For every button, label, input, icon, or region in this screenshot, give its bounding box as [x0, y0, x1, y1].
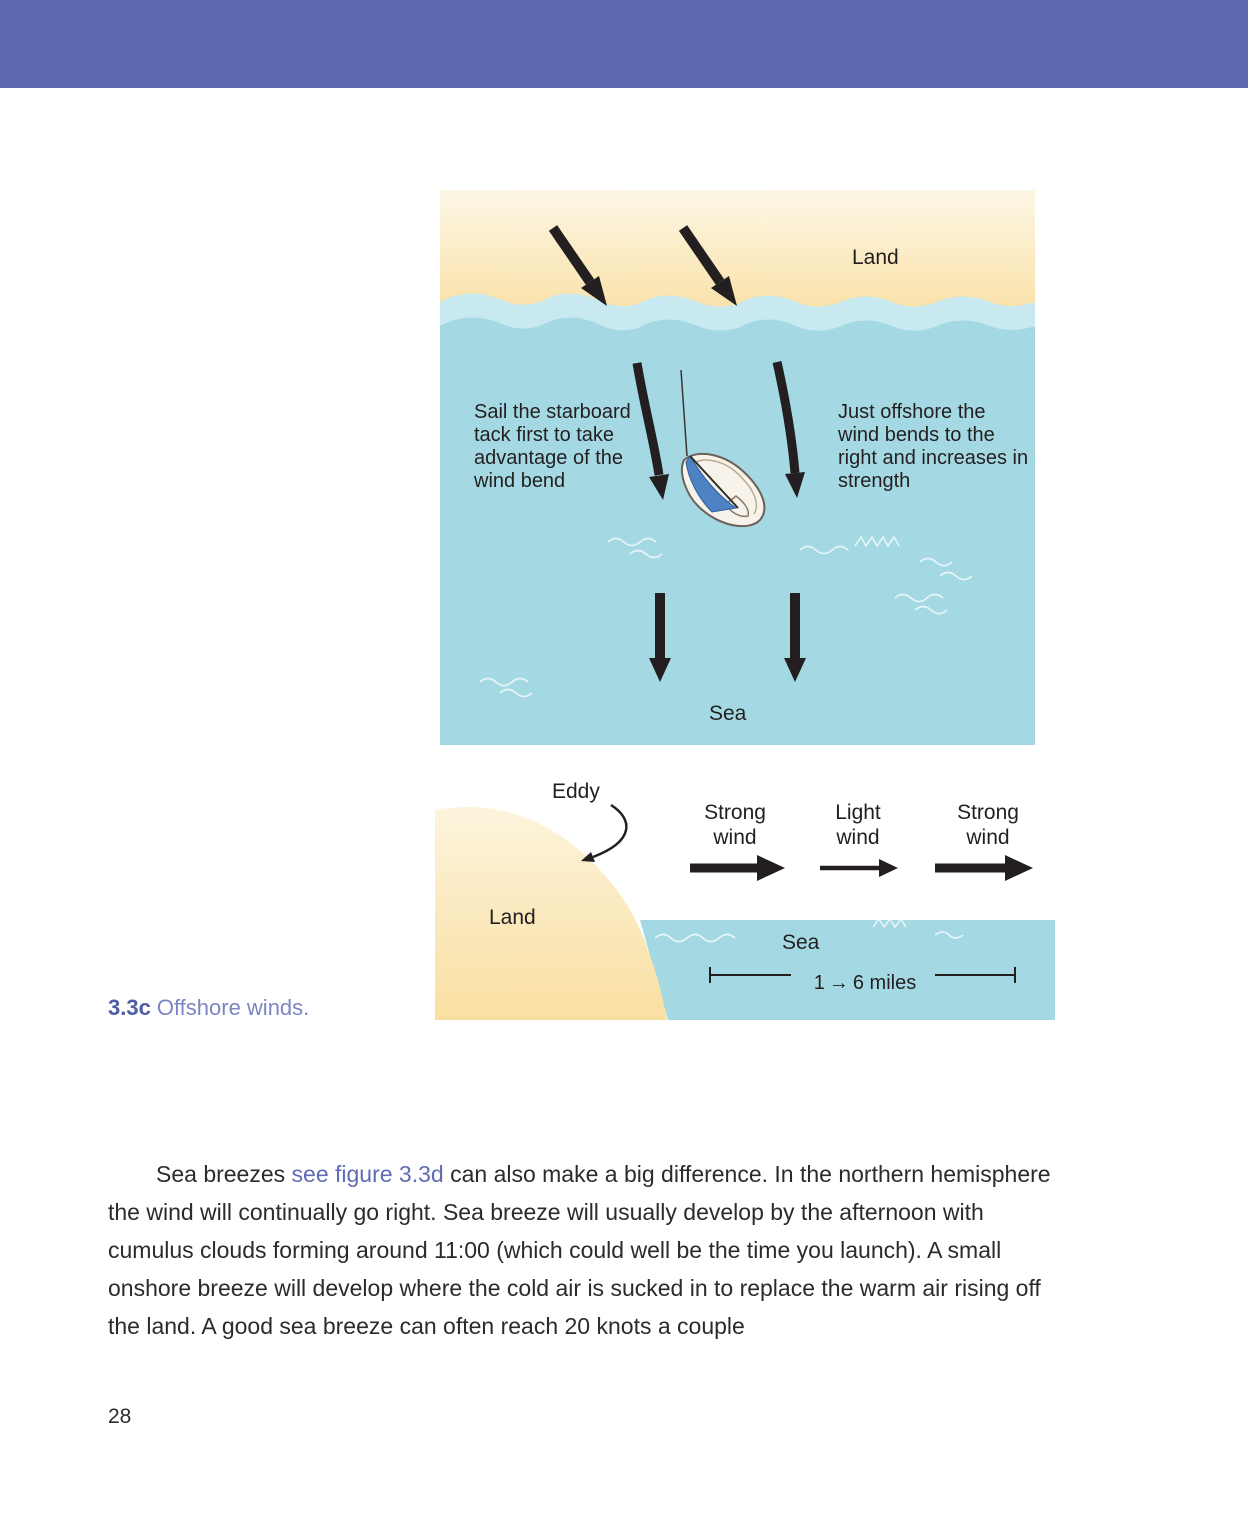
- strong-wind-arrow-2: [935, 855, 1033, 881]
- sea-label-top: Sea: [709, 702, 747, 725]
- land-area: [440, 190, 1035, 307]
- strong-wind-label-1: Strong wind: [704, 801, 766, 849]
- strong-wind-arrow-1: [690, 855, 785, 881]
- light-wind-arrow: [820, 859, 898, 877]
- caption-text: Offshore winds.: [156, 995, 310, 1020]
- starboard-tack-note: Sail the starboard tack first to take advantage of the wind bend: [474, 401, 631, 492]
- sea-label-bottom: Sea: [782, 931, 820, 954]
- figure-bottom-panel: [435, 775, 1055, 1020]
- eddy-label: Eddy: [552, 780, 600, 803]
- offshore-bend-note: Just offshore the wind bends to the right and increases in strength: [838, 401, 1029, 492]
- body-text-part-2: can also make a big difference. In the northern hemisphere the wind will continually go right. Sea breeze will usually develop by the afternoon with cumulus clouds forming around 11:00 (which could well be the time you launch). A small onshore breeze will develop where the cold air is sucked in to replace the warm air rising off the land. A good sea breeze can often reach 20 knots a couple: [108, 1161, 1051, 1339]
- caption-number: 3.3c: [108, 995, 151, 1020]
- light-wind-label: Light wind: [835, 801, 881, 849]
- scale-arrow-icon: →: [828, 972, 849, 994]
- figure-caption: [108, 995, 309, 1021]
- scale-label: [790, 972, 940, 995]
- eddy-arrow: [581, 805, 626, 862]
- land-label-top: Land: [852, 246, 899, 269]
- strong-wind-label-2: Strong wind: [957, 801, 1019, 849]
- figure-top-panel: [440, 190, 1035, 745]
- body-paragraph: [108, 1155, 1063, 1345]
- scale-from: 1: [813, 972, 825, 994]
- land-label-bottom: Land: [489, 906, 536, 929]
- scale-to: 6 miles: [852, 972, 917, 994]
- figure-cross-reference-link[interactable]: see figure 3.3d: [291, 1161, 444, 1187]
- page-number: 28: [108, 1405, 132, 1428]
- sea-area-side: [640, 920, 1055, 1020]
- body-text-part-1: Sea breezes: [156, 1161, 292, 1187]
- land-area-side: [435, 807, 667, 1020]
